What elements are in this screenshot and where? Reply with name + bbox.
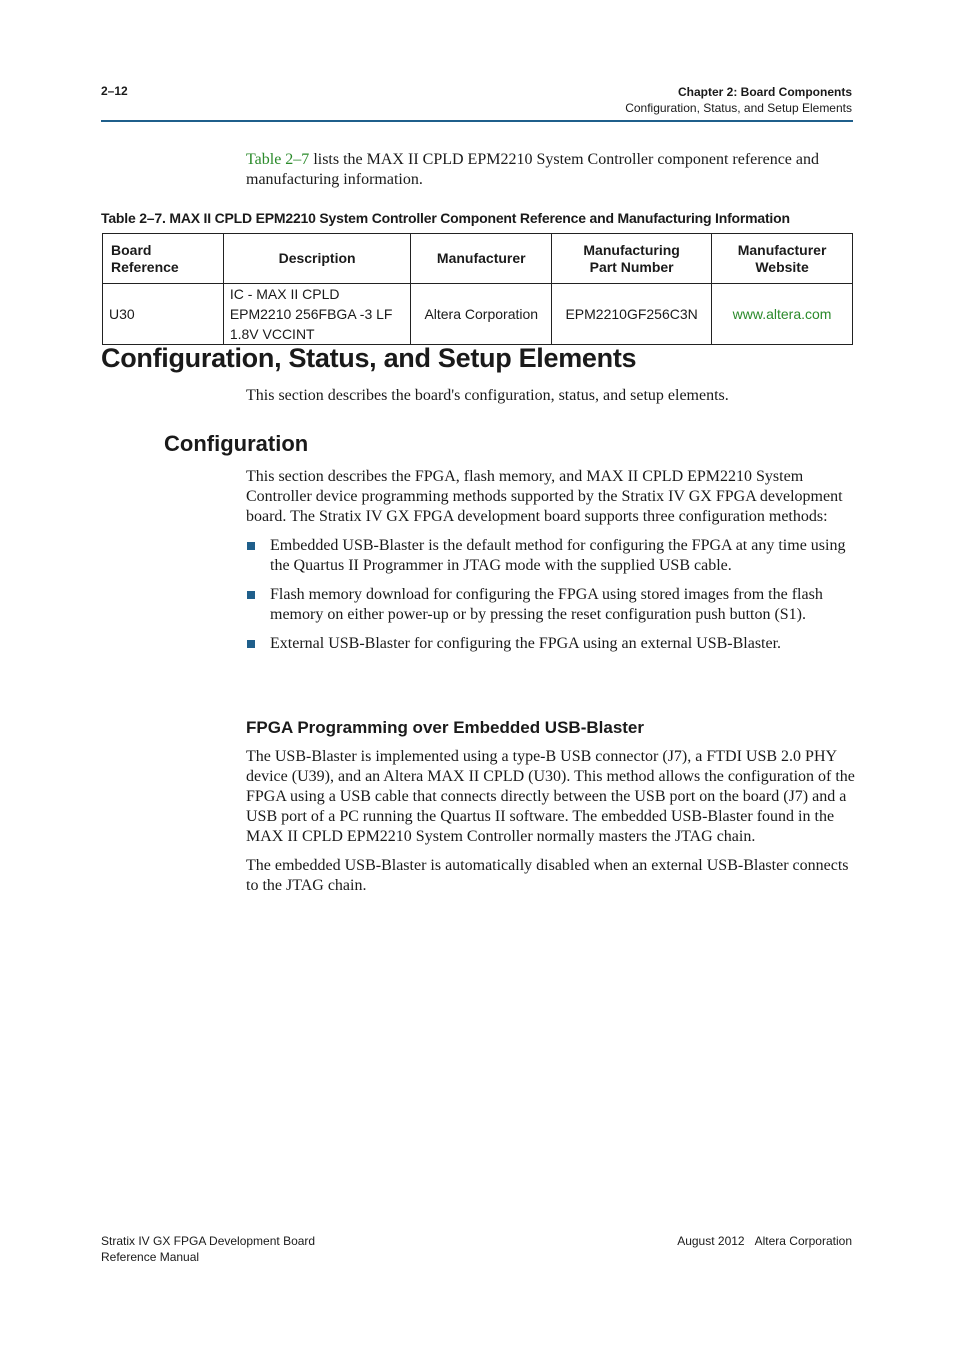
bullet-square-icon <box>247 542 255 550</box>
intro-text: lists the MAX II CPLD EPM2210 System Controller component reference and manufacturing information. <box>246 151 820 188</box>
header-part-number: Manufacturing Part Number <box>552 234 712 284</box>
header-manufacturer: Manufacturer <box>411 234 552 284</box>
section-paragraph: This section describes the board's configuration, status, and setup elements. <box>246 387 729 404</box>
list-item-text: Embedded USB-Blaster is the default method for configuring the FPGA at any time using the Quartus II Programmer in JTAG mode with the supplied USB cable. <box>270 537 846 574</box>
subsection-heading: FPGA Programming over Embedded USB-Blaster <box>246 718 645 737</box>
subsection-body <box>246 747 858 905</box>
table-link[interactable]: Table 2–7 <box>246 151 310 168</box>
cell-website-link[interactable]: www.altera.com <box>712 284 853 345</box>
cell-part-number: EPM2210GF256C3N <box>552 284 712 345</box>
footer-left <box>101 1233 315 1265</box>
footer-date: August 2012 <box>677 1234 745 1248</box>
table-caption: Table 2–7. MAX II CPLD EPM2210 System Controller Component Reference and Manufacturing Information <box>101 210 790 226</box>
configuration-heading: Configuration <box>164 431 309 456</box>
list-item <box>246 585 858 625</box>
list-item-text: Flash memory download for configuring the FPGA using stored images from the flash memory on either power-up or by pressing the reset configuration push button (S1). <box>270 586 823 623</box>
subsection-paragraph: The embedded USB-Blaster is automatically disabled when an external USB-Blaster connects to the JTAG chain. <box>246 857 849 894</box>
header-website: Manufacturer Website <box>712 234 853 284</box>
footer-title: Stratix IV GX FPGA Development Board <box>101 1234 316 1248</box>
running-header <box>625 84 852 116</box>
table-header-row <box>103 234 853 284</box>
configuration-paragraph: This section describes the FPGA, flash memory, and MAX II CPLD EPM2210 System Controller device programming methods supported by the Stratix IV GX FPGA development board. The Stratix IV GX FPGA development board supports three configuration methods: <box>246 468 843 525</box>
bullet-square-icon <box>247 640 255 648</box>
list-item-text: External USB-Blaster for configuring the FPGA using an external USB-Blaster. <box>270 635 782 652</box>
configuration-body <box>246 467 858 663</box>
section-heading: Configuration, Status, and Setup Elements <box>101 343 637 373</box>
footer-subtitle: Reference Manual <box>101 1250 200 1264</box>
table-row <box>103 284 853 345</box>
list-item <box>246 634 858 654</box>
cell-description: IC - MAX II CPLD EPM2210 256FBGA -3 LF 1.8V VCCINT <box>223 284 411 345</box>
cell-manufacturer: Altera Corporation <box>411 284 552 345</box>
footer-right <box>677 1233 852 1249</box>
component-table <box>102 233 853 345</box>
section-title: Configuration, Status, and Setup Elements <box>625 101 852 115</box>
header-description: Description <box>223 234 411 284</box>
cell-board-reference: U30 <box>103 284 224 345</box>
intro-paragraph <box>246 150 856 190</box>
bullet-square-icon <box>247 591 255 599</box>
chapter-title: Chapter 2: Board Components <box>677 85 852 99</box>
configuration-methods-list <box>246 536 858 654</box>
list-item <box>246 536 858 576</box>
header-rule <box>101 120 853 122</box>
header-board-reference: Board Reference <box>103 234 224 284</box>
subsection-paragraph: The USB-Blaster is implemented using a type-B USB connector (J7), a FTDI USB 2.0 PHY device (U39), and an Altera MAX II CPLD (U30). This method allows the configuration of the FPGA using a USB cable that connects directly between the USB port on the board (J7) and a USB port of a PC running the Quartus II software. The embedded USB-Blaster found in the MAX II CPLD EPM2210 System Controller normally masters the JTAG chain. <box>246 748 855 845</box>
footer-company: Altera Corporation <box>754 1234 852 1248</box>
page-number: 2–12 <box>101 84 128 98</box>
